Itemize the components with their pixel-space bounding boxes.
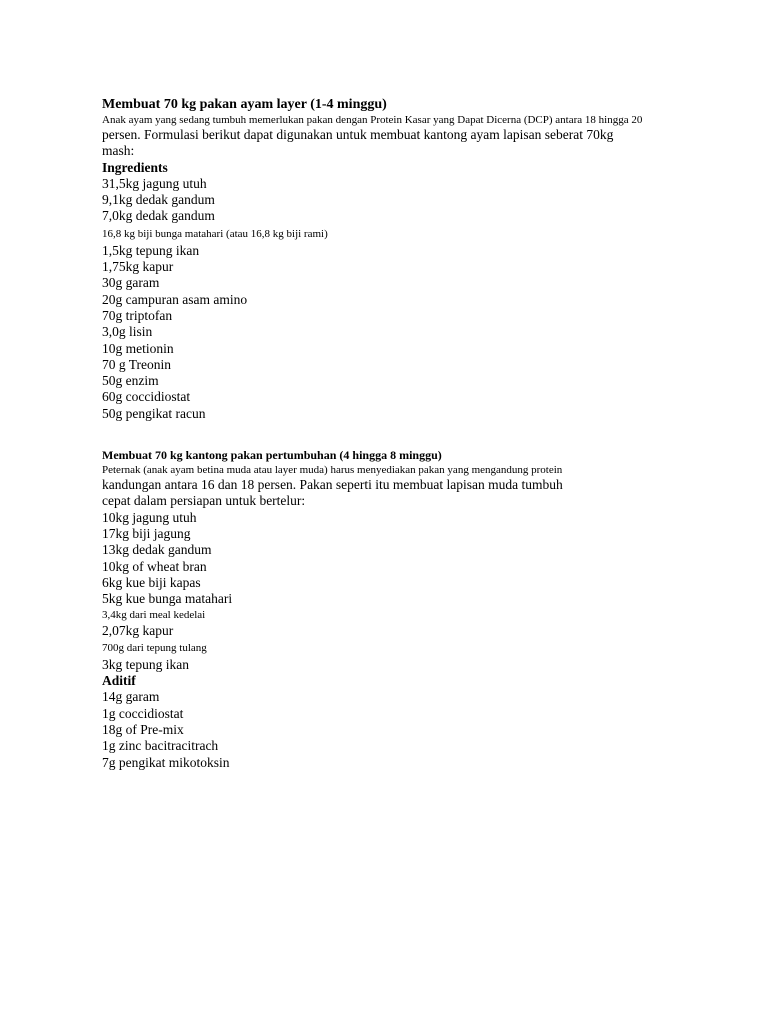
additive-item: 1g coccidiostat xyxy=(102,705,184,721)
ingredient-item: 16,8 kg biji bunga matahari (atau 16,8 kg biji rami) xyxy=(102,227,328,240)
section2-heading: Aditif xyxy=(102,673,136,689)
ingredient-item: 1,75kg kapur xyxy=(102,259,174,275)
feed-item: 3,4kg dari meal kedelai xyxy=(102,609,206,622)
ingredient-item: 50g enzim xyxy=(102,373,159,389)
ingredient-item: 7,0kg dedak gandum xyxy=(102,208,215,224)
ingredient-item: 30g garam xyxy=(102,275,160,291)
section1-intro-line3: mash: xyxy=(102,143,135,159)
ingredient-item: 20g campuran asam amino xyxy=(102,291,248,307)
section1-intro-line1: Anak ayam yang sedang tumbuh memerlukan pakan dengan Protein Kasar yang Dapat Dicerna (DCP) antara 18 hingga 20 xyxy=(102,114,643,126)
additive-item: 14g garam xyxy=(102,689,160,705)
ingredient-item: 70 g Treonin xyxy=(102,356,172,372)
feed-item: 5kg kue bunga matahari xyxy=(102,591,233,607)
section2-title: Membuat 70 kg kantong pakan pertumbuhan (4 hingga 8 minggu) xyxy=(102,448,442,463)
document-page xyxy=(102,96,702,771)
feed-item: 17kg biji jagung xyxy=(102,525,191,541)
ingredient-item: 1,5kg tepung ikan xyxy=(102,242,200,258)
feed-item: 6kg kue biji kapas xyxy=(102,574,201,590)
ingredient-item: 9,1kg dedak gandum xyxy=(102,192,215,208)
section1-intro-line2: persen. Formulasi berikut dapat digunakan untuk membuat kantong ayam lapisan seberat 70kg xyxy=(102,127,614,142)
additive-item: 18g of Pre-mix xyxy=(102,721,184,737)
feed-item: 700g dari tepung tulang xyxy=(102,641,207,654)
feed-item: 10kg jagung utuh xyxy=(102,509,197,525)
feed-item: 2,07kg kapur xyxy=(102,623,174,639)
ingredient-item: 70g triptofan xyxy=(102,307,173,323)
feed-item: 13kg dedak gandum xyxy=(102,542,212,558)
section1-heading: Ingredients xyxy=(102,159,168,175)
additive-item: 1g zinc bacitracitrach xyxy=(102,738,219,754)
additive-item: 7g pengikat mikotoksin xyxy=(102,754,230,770)
section-spacer xyxy=(102,422,702,448)
ingredient-item: 3,0g lisin xyxy=(102,324,153,340)
section2-intro-line2: kandungan antara 16 dan 18 persen. Pakan seperti itu membuat lapisan muda tumbuh xyxy=(102,477,563,493)
ingredient-item: 31,5kg jagung utuh xyxy=(102,175,207,191)
section2-intro-line3: cepat dalam persiapan untuk bertelur: xyxy=(102,493,306,509)
section2-intro-line1: Peternak (anak ayam betina muda atau layer muda) harus menyediakan pakan yang mengandung protein xyxy=(102,464,563,477)
section1-title: Membuat 70 kg pakan ayam layer (1-4 minggu) xyxy=(102,97,387,112)
feed-item: 3kg tepung ikan xyxy=(102,656,189,672)
ingredient-item: 60g coccidiostat xyxy=(102,389,191,405)
feed-item: 10kg of wheat bran xyxy=(102,558,207,574)
ingredient-item: 10g metionin xyxy=(102,340,174,356)
ingredient-item: 50g pengikat racun xyxy=(102,405,206,421)
